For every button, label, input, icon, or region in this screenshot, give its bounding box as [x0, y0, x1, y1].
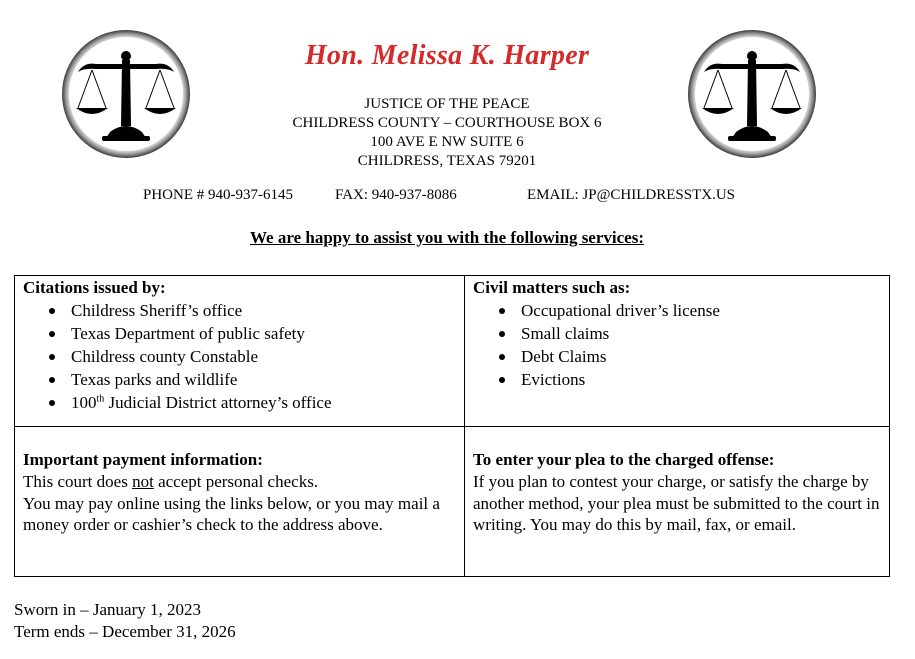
list-item [23, 322, 456, 345]
email-address: EMAIL: JP@CHILDRESSTX.US [527, 187, 736, 203]
payment-info-box [14, 426, 465, 577]
payment-body: You may pay online using the links below, or you may mail a money order or cashier’s check to the address above. [23, 493, 440, 534]
judge-name: Hon. Melissa K. Harper [304, 40, 590, 71]
list-item-text: Childress county Constable [71, 347, 258, 366]
bullet-icon [49, 377, 55, 383]
term-end-date: Term ends – December 31, 2026 [14, 622, 236, 641]
citations-list [23, 299, 456, 414]
payment-emphasis: not [132, 472, 154, 491]
list-item-text: Small claims [521, 324, 610, 343]
plea-body: If you plan to contest your charge, or satisfy the charge by another method, your plea must be submitted to the court in writing. You may do this by mail, fax, or email. [473, 472, 880, 534]
list-item-text: Childress Sheriff’s office [71, 301, 243, 320]
office-title: JUSTICE OF THE PEACE [364, 96, 530, 112]
address-line-county: CHILDRESS COUNTY – COURTHOUSE BOX 6 [292, 115, 602, 131]
plea-box [464, 426, 890, 577]
list-item [23, 299, 456, 322]
list-item [473, 322, 881, 345]
fax-number: FAX: 940-937-8086 [335, 187, 457, 203]
civil-matters-box [464, 275, 890, 427]
payment-text: This court does [23, 472, 133, 491]
bullet-icon [499, 308, 505, 314]
citations-box [14, 275, 465, 427]
bullet-icon [49, 331, 55, 337]
payment-text: accept personal checks. [153, 472, 319, 491]
bullet-icon [499, 354, 505, 360]
list-item [23, 345, 456, 368]
citations-title: Citations issued by: [23, 278, 166, 297]
address-line-city: CHILDRESS, TEXAS 79201 [357, 153, 537, 169]
payment-title: Important payment information: [23, 450, 263, 469]
list-item [473, 368, 881, 391]
list-item [23, 391, 456, 414]
civil-title: Civil matters such as: [473, 278, 631, 297]
bullet-icon [499, 377, 505, 383]
bullet-icon [49, 354, 55, 360]
list-item-text: Texas parks and wildlife [71, 370, 238, 389]
plea-title: To enter your plea to the charged offense: [473, 450, 775, 469]
services-heading: We are happy to assist you with the following services: [250, 228, 644, 247]
list-item-text: Texas Department of public safety [71, 324, 305, 343]
bullet-icon [499, 331, 505, 337]
sworn-in-date: Sworn in – January 1, 2023 [14, 600, 201, 619]
list-item [23, 368, 456, 391]
ordinal-suffix: th [96, 393, 105, 405]
address-line-street: 100 AVE E NW SUITE 6 [370, 134, 524, 150]
list-item-text: Debt Claims [521, 347, 607, 366]
bullet-icon [49, 400, 55, 406]
list-item-text: Evictions [521, 370, 586, 389]
list-item [473, 299, 881, 322]
list-item-number: 100 [71, 393, 97, 412]
list-item [473, 345, 881, 368]
payment-line [23, 471, 456, 493]
civil-list [473, 299, 881, 391]
phone-number: PHONE # 940-937-6145 [143, 187, 293, 203]
list-item-text: Judicial District attorney’s office [104, 393, 332, 412]
bullet-icon [49, 308, 55, 314]
list-item-text: Occupational driver’s license [521, 301, 720, 320]
